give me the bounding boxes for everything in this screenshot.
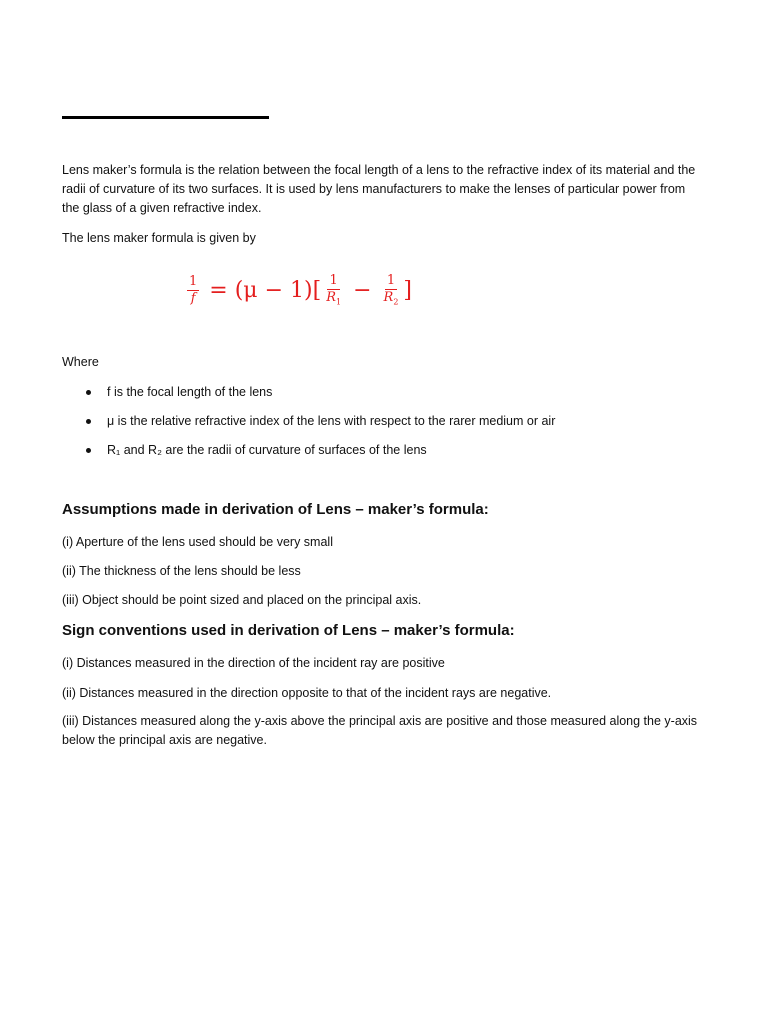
r1-fraction [324, 274, 343, 308]
r2-symbol: R [383, 290, 394, 306]
r2-numerator: 1 [385, 274, 397, 290]
r2-fraction [382, 274, 401, 308]
intro-paragraph: Lens maker’s formula is the relation between the focal length of a lens to the refractive index of its material and the radii of curvature of its two surfaces. It is used by lens manufacturers to make the lenses of particular power from the glass of a given refractive index. [62, 163, 696, 215]
formula-lead-text: The lens maker formula is given by [62, 231, 256, 245]
where-label: Where [62, 355, 99, 369]
r1-subscript: 1 [335, 297, 342, 307]
r2-denominator [382, 290, 401, 307]
r1-numerator: 1 [327, 274, 339, 290]
list-item [86, 383, 555, 412]
lhs-numerator: 1 [187, 275, 199, 291]
sign-convention-item: (iii) Distances measured along the y-axis above the principal axis are positive and those measured along the y-axis below the principal axis are negative. [62, 714, 698, 747]
closing-bracket: ] [403, 277, 412, 303]
title-underline [62, 116, 269, 119]
assumption-item: (ii) The thickness of the lens should be less [62, 564, 301, 578]
mu-group: (μ − 1)[ [234, 277, 322, 303]
r1-symbol: R [326, 290, 336, 306]
list-item-text: μ is the relative refractive index of the lens with respect to the rarer medium or air [107, 414, 556, 428]
bullet-icon [86, 419, 91, 424]
equals-sign: = [209, 277, 228, 303]
assumptions-heading: Assumptions made in derivation of Lens – maker’s formula: [62, 501, 489, 518]
list-item-text: f is the focal length of the lens [107, 385, 273, 399]
list-item-text: R₁ and R₂ are the radii of curvature of surfaces of the lens [107, 443, 427, 457]
bullet-icon [86, 448, 91, 453]
lens-maker-formula [184, 274, 412, 308]
list-item [86, 412, 555, 441]
r2-subscript: 2 [393, 297, 399, 307]
assumption-item: (iii) Object should be point sized and placed on the principal axis. [62, 593, 422, 607]
lhs-denominator: f [190, 291, 196, 307]
r1-denominator [324, 290, 343, 307]
definition-list [86, 383, 555, 470]
bullet-icon [86, 390, 91, 395]
minus-sign: − [353, 277, 372, 303]
assumption-item: (i) Aperture of the lens used should be very small [62, 535, 333, 549]
lhs-fraction [187, 275, 199, 307]
sign-conventions-heading: Sign conventions used in derivation of Lens – maker’s formula: [62, 622, 515, 639]
sign-convention-item: (i) Distances measured in the direction of the incident ray are positive [62, 656, 445, 670]
sign-convention-item: (ii) Distances measured in the direction opposite to that of the incident rays are negative. [62, 686, 552, 700]
list-item [86, 441, 555, 470]
